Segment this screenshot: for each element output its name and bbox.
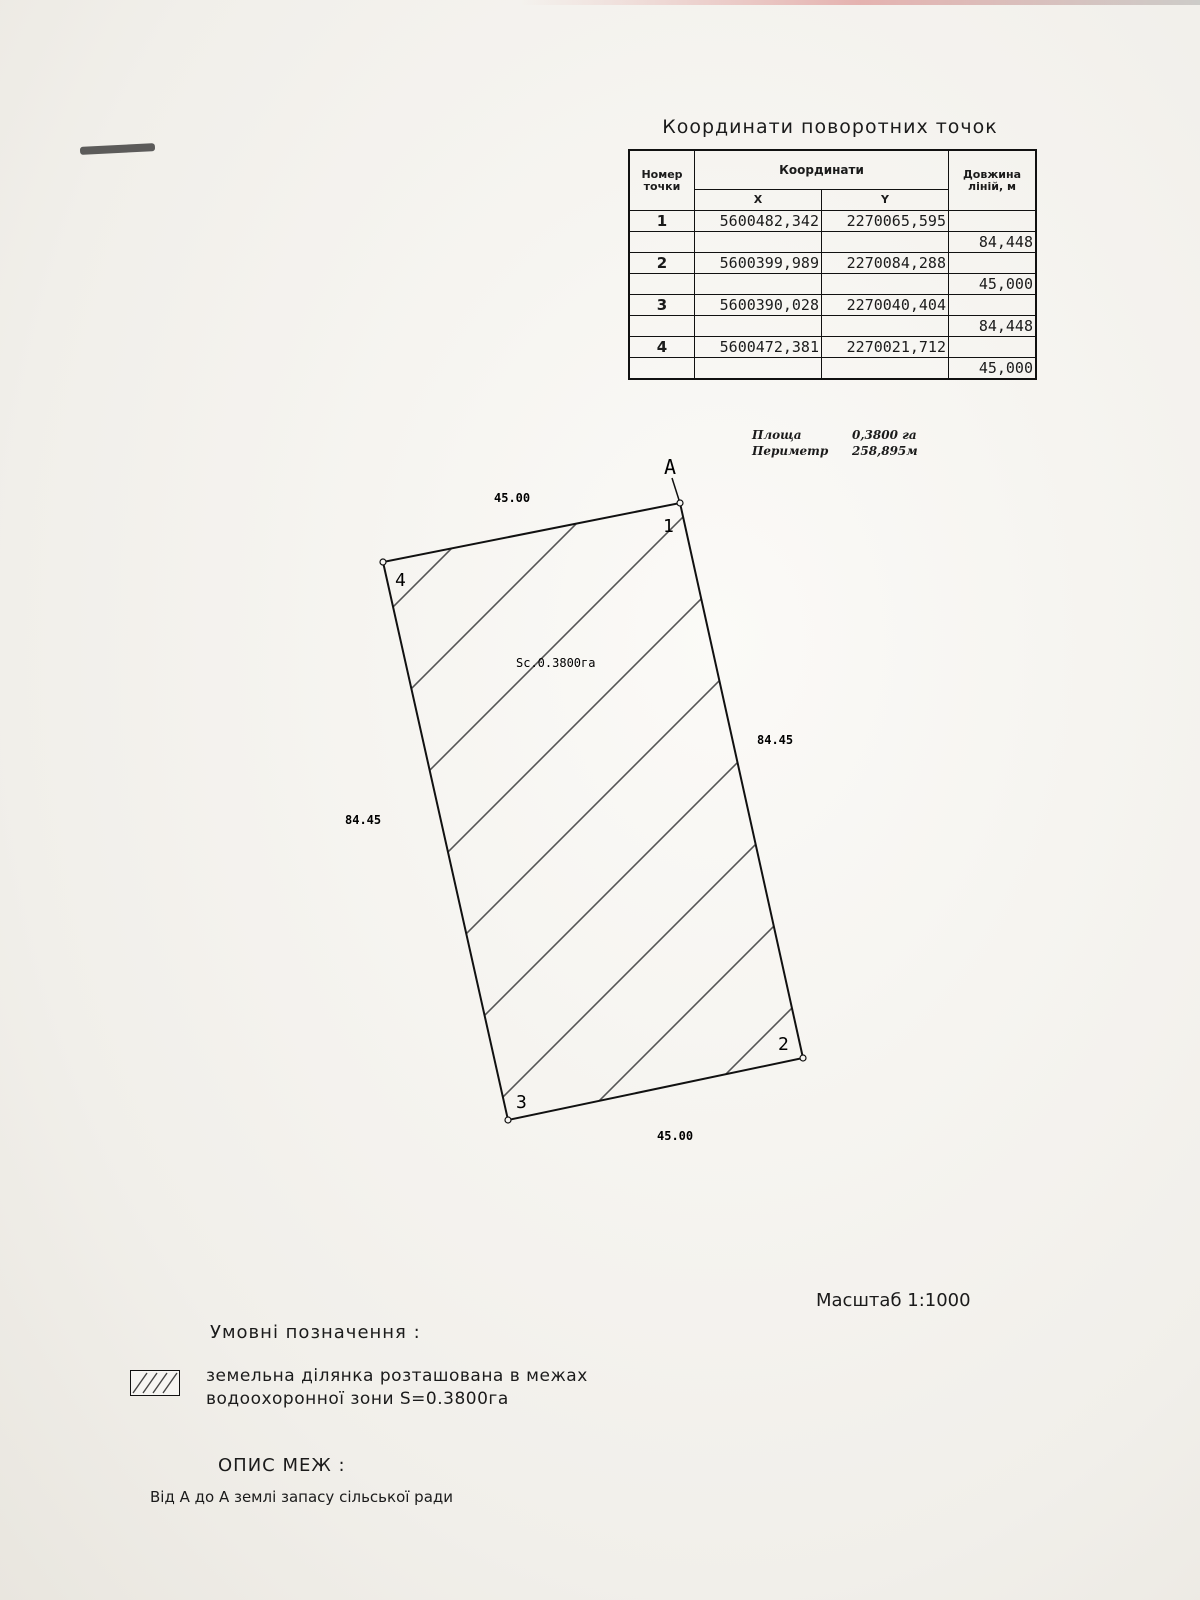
vertex-marker [505, 1117, 511, 1123]
plot-area-label: Sc.0.3800га [516, 656, 596, 670]
hatch-swatch-icon [131, 1371, 179, 1395]
legend-item-text [206, 1365, 646, 1411]
start-point-pointer [672, 478, 679, 500]
start-point-label: A [664, 455, 677, 479]
point-y: 2270021,712 [822, 337, 949, 358]
line-length: 45,000 [949, 358, 1037, 380]
vertex-marker [677, 500, 683, 506]
boundary-description-text: Від А до А землі запасу сільської ради [150, 1488, 454, 1506]
legend-line: земельна ділянка розташована в межах [206, 1366, 588, 1386]
header-point-number: Номер точки [629, 150, 695, 211]
header-coordinates: Координати [695, 150, 949, 190]
line-length: 84,448 [949, 232, 1037, 253]
point-x: 5600482,342 [695, 211, 822, 232]
header-x: X [695, 190, 822, 211]
area-label: Площа [752, 428, 802, 442]
point-x: 5600399,989 [695, 253, 822, 274]
perimeter-value: 258,895м [852, 444, 918, 458]
side-length-top: 45.00 [494, 491, 531, 505]
hatch-pattern [300, 440, 860, 1600]
coordinates-table-title: Координати поворотних точок [662, 116, 998, 138]
point-y: 2270084,288 [822, 253, 949, 274]
point-y: 2270040,404 [822, 295, 949, 316]
legend-line: водоохоронної зони S=0.3800га [206, 1389, 509, 1409]
side-length-bottom: 45.00 [657, 1129, 694, 1143]
vertex-label: 3 [516, 1092, 527, 1113]
point-number: 2 [629, 253, 695, 274]
point-number: 4 [629, 337, 695, 358]
boundary-description-title: ОПИС МЕЖ : [218, 1455, 346, 1476]
legend-title: Умовні позначення : [210, 1322, 421, 1343]
point-x: 5600472,381 [695, 337, 822, 358]
header-line-length: Довжина ліній, м [949, 150, 1037, 211]
area-value: 0,3800 га [852, 428, 917, 442]
header-y: Y [822, 190, 949, 211]
vertex-marker [800, 1055, 806, 1061]
point-y: 2270065,595 [822, 211, 949, 232]
vertex-label: 1 [663, 516, 674, 537]
legend-hatch-swatch [130, 1370, 180, 1396]
map-scale: Масштаб 1:1000 [816, 1290, 971, 1311]
line-length: 84,448 [949, 316, 1037, 337]
point-number: 1 [629, 211, 695, 232]
vertex-label: 4 [395, 570, 406, 591]
line-length: 45,000 [949, 274, 1037, 295]
side-length-right: 84.45 [757, 733, 794, 747]
vertex-marker [380, 559, 386, 565]
point-x: 5600390,028 [695, 295, 822, 316]
perimeter-label: Периметр [752, 444, 829, 458]
plot-boundary [383, 503, 803, 1120]
side-length-left: 84.45 [345, 813, 382, 827]
vertex-label: 2 [778, 1034, 789, 1055]
point-number: 3 [629, 295, 695, 316]
